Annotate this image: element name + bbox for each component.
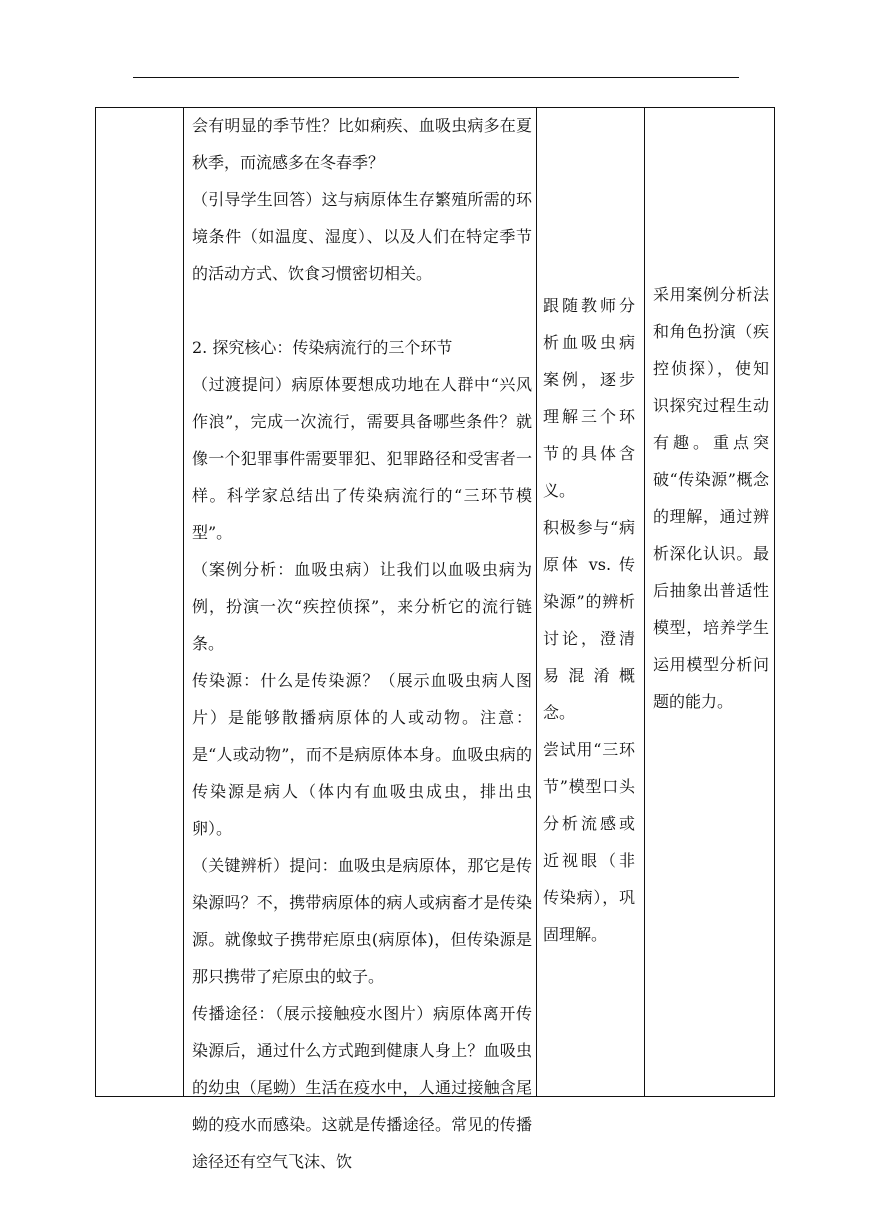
paragraph: 采用案例分析法和角色扮演（疾控侦探），使知识探究过程生动有趣。重点突破“传染源”概念的理解，通过辨析深化认识。最后抽象出普适性模型，培养学生运用模型分析问题的能力。 [653,285,769,711]
paragraph: 传播途径：（展示接触疫水图片）病原体离开传染源后，通过什么方式跑到健康人身上？血吸虫的幼虫（尾蚴）生活在疫水中，人通过接触含尾蚴的疫水而感染。这就是传播途径。常见的传播途径还有空气飞沫、饮 [192,1004,532,1171]
paragraph: 积极参与“病原体 vs. 传染源”的辨析讨论，澄清易混淆概念。 [543,518,635,722]
paragraph: 跟随教师分析血吸虫病案例，逐步理解三个环节的具体含义。 [543,296,635,500]
header-rule [133,77,739,78]
column-divider [183,108,184,1096]
design-intent-cell [653,276,769,720]
column-divider [536,108,537,1096]
paragraph: （案例分析：血吸虫病）让我们以血吸虫病为例，扮演一次“疾控侦探”，来分析它的流行链条。 [192,560,532,653]
paragraph: （关键辨析）提问：血吸虫是病原体，那它是传染源吗？不，携带病原体的病人或病畜才是传染源。就像蚊子携带疟原虫(病原体)，但传染源是那只携带了疟原虫的蚊子。 [192,856,532,986]
paragraph: 传染源：什么是传染源？（展示血吸虫病人图片）是能够散播病原体的人或动物。注意：是“人或动物”，而不是病原体本身。血吸虫病的传染源是病人（体内有血吸虫成虫，排出虫卵）。 [192,671,532,838]
paragraph: 尝试用“三环节”模型口头分析流感或近视眼（非传染病），巩固理解。 [543,740,635,944]
paragraph: （过渡提问）病原体要想成功地在人群中“兴风作浪”，完成一次流行，需要具备哪些条件？就像一个犯罪事件需要罪犯、犯罪路径和受害者一样。科学家总结出了传染病流行的“三环节模型”。 [192,375,532,542]
student-activity-cell [543,287,635,953]
teaching-process-cell [192,107,532,1180]
paragraph: 会有明显的季节性？比如痢疾、血吸虫病多在夏秋季，而流感多在冬春季？ [192,116,532,172]
section-heading: 2. 探究核心：传染病流行的三个环节 [192,338,453,357]
paragraph-spacer [192,292,532,329]
paragraph: （引导学生回答）这与病原体生存繁殖所需的环境条件（如温度、湿度）、以及人们在特定季节的活动方式、饮食习惯密切相关。 [192,190,532,283]
column-divider [644,108,645,1096]
